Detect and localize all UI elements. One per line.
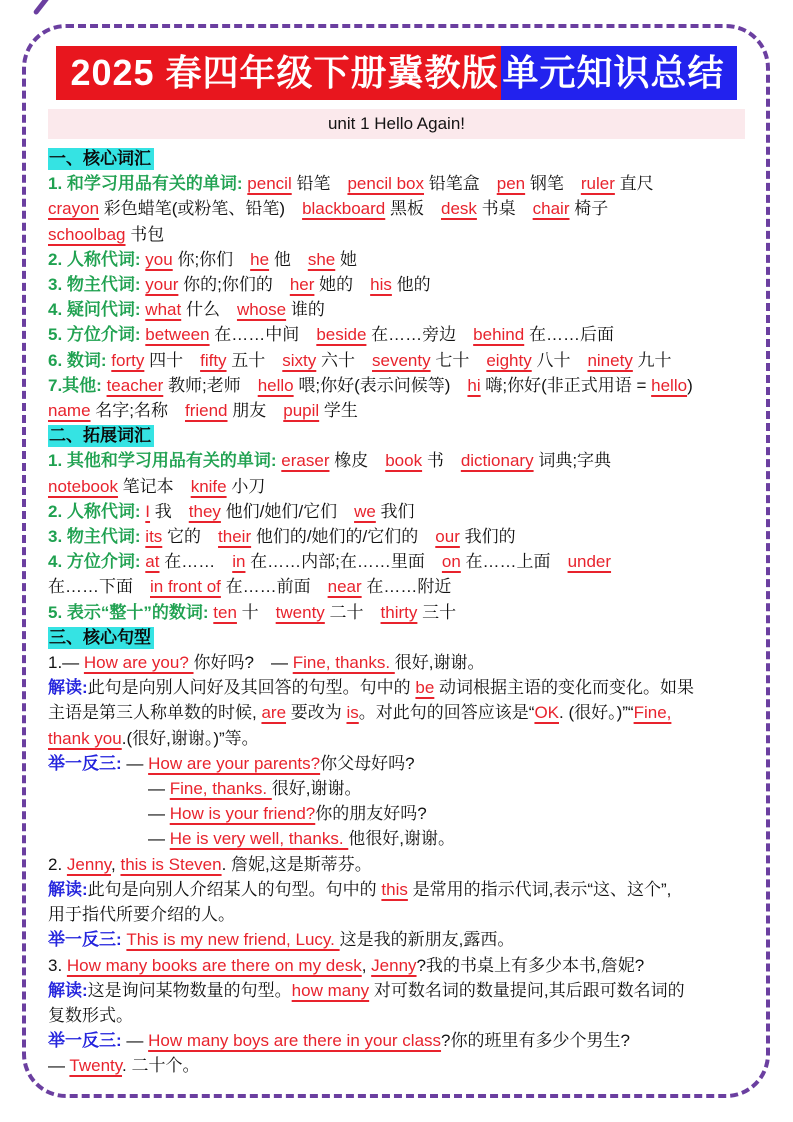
text-span: 词典;字典 xyxy=(533,451,612,471)
text-span: Fine, thanks. xyxy=(292,653,395,673)
text-span: 要改为 xyxy=(286,703,347,723)
text-span: be xyxy=(415,678,435,698)
text-span: 四十 xyxy=(144,350,201,370)
text-span: 3. 物主代词: xyxy=(48,275,146,295)
text-line xyxy=(48,499,745,524)
text-span: blackboard xyxy=(302,199,386,219)
text-span: 六十 xyxy=(316,350,373,370)
text-span: 他们/她们/它们 xyxy=(220,501,355,521)
text-span: How is your friend? xyxy=(169,804,316,824)
text-span: He is very well, thanks. xyxy=(169,829,349,849)
text-span: 举一反三: xyxy=(48,753,127,773)
text-span: , xyxy=(361,955,372,975)
text-span: .(很好,谢谢。)”等。 xyxy=(121,728,259,748)
text-span: Jenny xyxy=(371,955,417,975)
text-span: ) xyxy=(687,375,693,395)
text-span: How many boys are there in your class xyxy=(148,1031,442,1051)
text-span: . 詹妮,这是斯蒂芬。 xyxy=(221,854,372,874)
text-span: — xyxy=(126,753,149,773)
text-span: dictionary xyxy=(460,451,534,471)
text-span: — xyxy=(48,1056,70,1076)
text-span: pencil xyxy=(247,174,292,194)
text-span: seventy xyxy=(372,350,431,370)
text-span: . 二十个。 xyxy=(122,1056,200,1076)
text-span: he xyxy=(250,249,270,269)
text-span: 铅笔盒 xyxy=(424,174,497,194)
text-span: friend xyxy=(184,401,228,421)
text-span: OK xyxy=(534,703,559,723)
text-span: we xyxy=(354,501,376,521)
text-span: , xyxy=(111,854,121,874)
text-span: 它的 xyxy=(162,527,219,547)
text-span: Fine, thanks. xyxy=(169,779,272,799)
text-span: its xyxy=(145,527,163,547)
text-span: at xyxy=(145,552,160,572)
text-span: 铅笔 xyxy=(291,174,348,194)
text-span: Jenny xyxy=(66,854,112,874)
text-span: 是常用的指示代词,表示“这、这个”, xyxy=(407,879,672,899)
text-span: your xyxy=(145,275,179,295)
text-span: 举一反三: xyxy=(48,930,127,950)
text-span: 他们的/她们的/它们的 xyxy=(251,527,436,547)
text-span: this is Steven xyxy=(120,854,222,874)
text-span: their xyxy=(218,527,252,547)
text-span: Twenty xyxy=(69,1056,123,1076)
text-span: 书包 xyxy=(125,224,165,244)
text-span: hello xyxy=(257,375,294,395)
text-span: 解读: xyxy=(48,980,88,1000)
text-span: 八十 xyxy=(531,350,588,370)
text-line xyxy=(48,902,745,927)
text-span: 5. 方位介词: xyxy=(48,325,146,345)
text-span: 喂;你好(表示问候等) xyxy=(293,375,468,395)
text-line xyxy=(48,297,745,322)
text-span: fifty xyxy=(200,350,227,370)
text-span: name xyxy=(48,401,91,421)
text-span: thirty xyxy=(380,602,418,622)
text-line xyxy=(48,322,745,347)
text-span: 复数形式。 xyxy=(48,1005,133,1025)
text-span: 直尺 xyxy=(614,174,654,194)
text-line xyxy=(48,373,745,398)
text-span: behind xyxy=(473,325,525,345)
text-span: under xyxy=(567,552,612,572)
text-span: hi xyxy=(467,375,481,395)
text-span: 我 xyxy=(150,501,189,521)
text-span: 4. 方位介词: xyxy=(48,552,146,572)
text-span: ?你的班里有多少个男生? xyxy=(441,1031,630,1051)
section-heading-text: 三、核心句型 xyxy=(48,627,154,649)
text-span: 解读: xyxy=(48,678,88,698)
text-line xyxy=(48,852,745,877)
corner-pen-stroke xyxy=(33,0,52,15)
text-span: 解读: xyxy=(48,879,88,899)
text-span: sixty xyxy=(282,350,317,370)
text-line xyxy=(48,398,745,423)
text-span: 此句是向别人问好及其回答的句型。句中的 xyxy=(87,678,416,698)
text-span: this xyxy=(381,879,408,899)
text-span: 这是询问某物数量的句型。 xyxy=(87,980,292,1000)
text-span: How are your parents? xyxy=(148,753,321,773)
text-span: 在…… xyxy=(159,552,233,572)
text-span: are xyxy=(261,703,287,723)
text-span: 此句是向别人介绍某人的句型。句中的 xyxy=(87,879,382,899)
text-span: 1. 和学习用品有关的单词: xyxy=(48,174,248,194)
title-blue-segment: 单元知识总结 xyxy=(501,46,737,100)
text-span: . (很好。)”“ xyxy=(559,703,634,723)
text-line xyxy=(48,222,745,247)
text-span: 黑板 xyxy=(385,199,441,219)
text-line xyxy=(48,650,745,675)
text-span: This is my new friend, Lucy. xyxy=(126,930,340,950)
text-span: — xyxy=(148,829,170,849)
text-span: 动词根据主语的变化而变化。如果 xyxy=(434,678,695,698)
text-span: 书桌 xyxy=(476,199,533,219)
text-span: 钢笔 xyxy=(525,174,581,194)
text-span: 3. 物主代词: xyxy=(48,527,146,547)
text-span: 橡皮 xyxy=(329,451,386,471)
text-line xyxy=(48,474,745,499)
text-span: How many books are there on my desk xyxy=(66,955,362,975)
text-span: teacher xyxy=(106,375,164,395)
section-heading-text: 一、核心词汇 xyxy=(48,148,154,170)
text-line xyxy=(48,549,745,574)
text-span: 5. 表示“整十”的数词: xyxy=(48,602,214,622)
text-span: 她 xyxy=(335,249,357,269)
text-span: is xyxy=(346,703,359,723)
text-span: 什么 xyxy=(181,300,237,320)
text-line xyxy=(48,1028,745,1053)
text-span: 这是我的新朋友,露西。 xyxy=(339,930,515,950)
text-span: 我们的 xyxy=(459,527,516,547)
text-span: I xyxy=(145,501,151,521)
text-span: 朋友 xyxy=(227,401,284,421)
text-span: in xyxy=(232,552,246,572)
text-line xyxy=(48,978,745,1003)
text-span: 他很好,谢谢。 xyxy=(348,829,456,849)
text-span: desk xyxy=(440,199,477,219)
text-span: 。对此句的回答应该是“ xyxy=(358,703,535,723)
text-line xyxy=(48,448,745,473)
text-span: beside xyxy=(316,325,367,345)
text-line xyxy=(48,801,745,826)
text-span: 小刀 xyxy=(226,476,266,496)
text-span: they xyxy=(188,501,221,521)
text-line xyxy=(48,776,745,801)
text-span: book xyxy=(385,451,423,471)
text-span: chair xyxy=(532,199,570,219)
text-line xyxy=(48,272,745,297)
title-banner xyxy=(48,46,745,100)
unit-subtitle: unit 1 Hello Again! xyxy=(48,109,745,139)
text-span: 他的 xyxy=(391,275,431,295)
text-span: 椅子 xyxy=(569,199,609,219)
text-span: 书 xyxy=(422,451,461,471)
text-line xyxy=(48,927,745,952)
text-span: 1. 其他和学习用品有关的单词: xyxy=(48,451,282,471)
section-heading xyxy=(48,146,745,171)
section-heading xyxy=(48,625,745,650)
text-span: 很好,谢谢。 xyxy=(271,779,362,799)
text-line xyxy=(48,726,745,751)
text-line xyxy=(48,574,745,599)
text-span: 你好吗? — xyxy=(193,653,293,673)
document-body xyxy=(48,146,745,1079)
text-span: 在……前面 xyxy=(220,577,328,597)
section-heading-text: 二、拓展词汇 xyxy=(48,425,154,447)
text-span: on xyxy=(441,552,461,572)
text-span: schoolbag xyxy=(48,224,126,244)
text-span: eraser xyxy=(281,451,330,471)
text-span: 他 xyxy=(269,249,308,269)
text-line xyxy=(48,953,745,978)
text-span: you xyxy=(145,249,173,269)
text-span: 主语是第三人称单数的时候, xyxy=(48,703,262,723)
text-span: 名字;名称 xyxy=(90,401,185,421)
text-span: 十 xyxy=(236,602,276,622)
text-span: what xyxy=(145,300,182,320)
text-span: 7.其他: xyxy=(48,375,107,395)
text-span: How are you? xyxy=(83,653,194,673)
text-span: 1.— xyxy=(48,653,84,673)
text-span: Fine, xyxy=(633,703,672,723)
text-span: thank you xyxy=(48,728,122,748)
text-span: near xyxy=(327,577,362,597)
text-span: 在……上面 xyxy=(460,552,568,572)
text-span: 彩色蜡笔(或粉笔、铅笔) xyxy=(99,199,303,219)
text-span: hello xyxy=(651,375,688,395)
text-span: 学生 xyxy=(319,401,358,421)
text-span: pencil box xyxy=(347,174,425,194)
text-span: 你的;你们的 xyxy=(178,275,290,295)
text-span: 九十 xyxy=(632,350,672,370)
text-line xyxy=(48,877,745,902)
text-line xyxy=(48,675,745,700)
text-span: knife xyxy=(190,476,227,496)
text-span: 二十 xyxy=(324,602,381,622)
text-span: in front of xyxy=(150,577,221,597)
text-span: 在……内部;在……里面 xyxy=(245,552,442,572)
text-span: — xyxy=(148,779,170,799)
text-span: 3. xyxy=(48,955,67,975)
text-span: — xyxy=(148,804,170,824)
text-line xyxy=(48,600,745,625)
text-span: 在……下面 xyxy=(48,577,150,597)
text-span: 在……中间 xyxy=(209,325,317,345)
text-span: forty xyxy=(111,350,145,370)
text-span: 4. 疑问代词: xyxy=(48,300,146,320)
text-span: 在……旁边 xyxy=(366,325,474,345)
text-span: 6. 数词: xyxy=(48,350,112,370)
text-line xyxy=(48,524,745,549)
text-span: 举一反三: xyxy=(48,1031,127,1051)
text-span: pupil xyxy=(283,401,320,421)
text-span: 在……后面 xyxy=(524,325,614,345)
text-line xyxy=(48,1003,745,1028)
text-span: 笔记本 xyxy=(117,476,191,496)
section-heading xyxy=(48,423,745,448)
text-span: ?我的书桌上有多少本书,詹妮? xyxy=(416,955,645,975)
text-span: how many xyxy=(291,980,370,1000)
text-span: 很好,谢谢。 xyxy=(394,653,485,673)
text-span: 教师;老师 xyxy=(163,375,258,395)
text-line xyxy=(48,171,745,196)
text-span: ninety xyxy=(587,350,633,370)
page-content xyxy=(48,46,745,1079)
text-line xyxy=(48,348,745,373)
text-span: eighty xyxy=(486,350,532,370)
text-span: between xyxy=(145,325,210,345)
text-span: 你;你们 xyxy=(172,249,251,269)
text-span: ruler xyxy=(580,174,615,194)
text-span: her xyxy=(289,275,315,295)
text-line xyxy=(48,826,745,851)
text-span: notebook xyxy=(48,476,118,496)
text-span: whose xyxy=(236,300,287,320)
text-line xyxy=(48,196,745,221)
text-span: 对可数名词的数量提问,其后跟可数名词的 xyxy=(369,980,685,1000)
text-span: 三十 xyxy=(417,602,457,622)
text-span: 2. 人称代词: xyxy=(48,249,146,269)
text-span: his xyxy=(370,275,392,295)
text-span: 我们 xyxy=(375,501,415,521)
text-span: she xyxy=(307,249,336,269)
text-line xyxy=(48,751,745,776)
text-span: 你父母好吗? xyxy=(320,753,415,773)
text-span: 七十 xyxy=(430,350,487,370)
text-span: — xyxy=(126,1031,149,1051)
text-span: 嗨;你好(非正式用语 = xyxy=(480,375,652,395)
text-line xyxy=(48,700,745,725)
text-span: 五十 xyxy=(226,350,283,370)
text-span: twenty xyxy=(275,602,325,622)
text-span: 2. 人称代词: xyxy=(48,501,146,521)
text-span: crayon xyxy=(48,199,100,219)
text-span: 在……附近 xyxy=(361,577,452,597)
text-span: 2. xyxy=(48,854,67,874)
text-span: 她的 xyxy=(314,275,371,295)
text-span: pen xyxy=(496,174,526,194)
text-line xyxy=(48,1053,745,1078)
title-red-segment: 2025 春四年级下册冀教版 xyxy=(56,46,500,100)
text-span: 你的朋友好吗? xyxy=(315,804,427,824)
text-span: 谁的 xyxy=(286,300,325,320)
text-span: ten xyxy=(213,602,237,622)
text-span: 用于指代所要介绍的人。 xyxy=(48,905,235,925)
text-line xyxy=(48,247,745,272)
text-span: our xyxy=(435,527,460,547)
